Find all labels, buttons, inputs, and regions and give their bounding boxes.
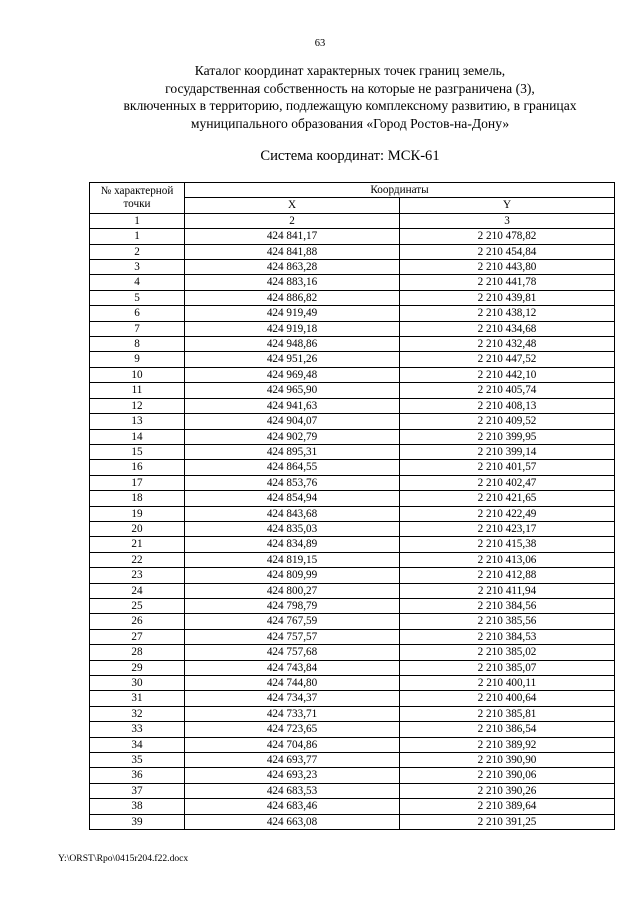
point-number-cell: 22 bbox=[90, 552, 185, 567]
y-coordinate-cell: 2 210 439,81 bbox=[400, 290, 615, 305]
table-row bbox=[90, 722, 615, 737]
point-number-cell: 35 bbox=[90, 753, 185, 768]
y-coordinate-cell: 2 210 390,06 bbox=[400, 768, 615, 783]
x-coordinate-cell: 424 965,90 bbox=[185, 383, 400, 398]
point-number-cell: 33 bbox=[90, 722, 185, 737]
point-number-cell: 37 bbox=[90, 783, 185, 798]
table-row bbox=[90, 814, 615, 829]
title-line: включенных в территорию, подлежащую комплексному развитию, в границах bbox=[123, 98, 577, 114]
table-row bbox=[90, 629, 615, 644]
title-line: Каталог координат характерных точек границ земель, bbox=[194, 63, 506, 78]
table-row bbox=[90, 337, 615, 352]
table-row bbox=[90, 706, 615, 721]
point-number-cell: 12 bbox=[90, 398, 185, 413]
index-cell: 1 bbox=[90, 213, 185, 228]
point-number-cell: 20 bbox=[90, 521, 185, 536]
table-row bbox=[90, 260, 615, 275]
x-coordinate-cell: 424 919,49 bbox=[185, 306, 400, 321]
coordinates-table bbox=[89, 182, 615, 830]
y-coordinate-cell: 2 210 421,65 bbox=[400, 491, 615, 506]
x-coordinate-cell: 424 743,84 bbox=[185, 660, 400, 675]
x-coordinate-cell: 424 663,08 bbox=[185, 814, 400, 829]
y-coordinate-cell: 2 210 400,11 bbox=[400, 676, 615, 691]
table-row bbox=[90, 444, 615, 459]
y-coordinate-cell: 2 210 385,07 bbox=[400, 660, 615, 675]
y-coordinate-cell: 2 210 411,94 bbox=[400, 583, 615, 598]
x-coordinate-cell: 424 835,03 bbox=[185, 521, 400, 536]
y-coordinate-cell: 2 210 399,14 bbox=[400, 444, 615, 459]
point-number-cell: 15 bbox=[90, 444, 185, 459]
index-cell: 3 bbox=[400, 213, 615, 228]
y-coordinate-cell: 2 210 447,52 bbox=[400, 352, 615, 367]
x-coordinate-cell: 424 886,82 bbox=[185, 290, 400, 305]
table-row bbox=[90, 645, 615, 660]
point-number-cell: 14 bbox=[90, 429, 185, 444]
y-coordinate-cell: 2 210 408,13 bbox=[400, 398, 615, 413]
point-number-cell: 39 bbox=[90, 814, 185, 829]
point-number-cell: 11 bbox=[90, 383, 185, 398]
document-title bbox=[60, 62, 640, 132]
x-coordinate-cell: 424 843,68 bbox=[185, 506, 400, 521]
y-coordinate-cell: 2 210 391,25 bbox=[400, 814, 615, 829]
y-coordinate-cell: 2 210 442,10 bbox=[400, 367, 615, 382]
point-number-cell: 29 bbox=[90, 660, 185, 675]
point-number-cell: 3 bbox=[90, 260, 185, 275]
table-row bbox=[90, 460, 615, 475]
footer-file-path: Y:\ORST\Rpo\0415r204.f22.docx bbox=[58, 853, 189, 864]
table-row bbox=[90, 491, 615, 506]
x-coordinate-cell: 424 798,79 bbox=[185, 598, 400, 613]
x-coordinate-cell: 424 834,89 bbox=[185, 537, 400, 552]
point-number-cell: 23 bbox=[90, 568, 185, 583]
point-number-cell: 38 bbox=[90, 799, 185, 814]
y-coordinate-cell: 2 210 434,68 bbox=[400, 321, 615, 336]
point-number-cell: 9 bbox=[90, 352, 185, 367]
point-number-cell: 16 bbox=[90, 460, 185, 475]
header-point-line2: точки bbox=[123, 197, 151, 210]
header-point-line1: № характерной bbox=[100, 184, 174, 197]
table-row bbox=[90, 475, 615, 490]
point-number-cell: 19 bbox=[90, 506, 185, 521]
point-number-cell: 18 bbox=[90, 491, 185, 506]
table-row bbox=[90, 583, 615, 598]
point-number-cell: 4 bbox=[90, 275, 185, 290]
x-coordinate-cell: 424 733,71 bbox=[185, 706, 400, 721]
point-number-cell: 28 bbox=[90, 645, 185, 660]
x-coordinate-cell: 424 757,57 bbox=[185, 629, 400, 644]
table-row bbox=[90, 614, 615, 629]
y-coordinate-cell: 2 210 405,74 bbox=[400, 383, 615, 398]
y-coordinate-cell: 2 210 399,95 bbox=[400, 429, 615, 444]
table-row bbox=[90, 799, 615, 814]
table-row bbox=[90, 367, 615, 382]
table-row bbox=[90, 660, 615, 675]
table-row bbox=[90, 306, 615, 321]
x-coordinate-cell: 424 854,94 bbox=[185, 491, 400, 506]
point-number-cell: 17 bbox=[90, 475, 185, 490]
table-row bbox=[90, 753, 615, 768]
y-coordinate-cell: 2 210 390,90 bbox=[400, 753, 615, 768]
title-line: государственная собственность на которые не разграничена (3), bbox=[165, 80, 535, 96]
table-row bbox=[90, 521, 615, 536]
y-coordinate-cell: 2 210 415,38 bbox=[400, 537, 615, 552]
index-cell: 2 bbox=[185, 213, 400, 228]
table-body bbox=[90, 229, 615, 830]
y-coordinate-cell: 2 210 478,82 bbox=[400, 229, 615, 244]
table-row bbox=[90, 598, 615, 613]
y-coordinate-cell: 2 210 401,57 bbox=[400, 460, 615, 475]
x-coordinate-cell: 424 864,55 bbox=[185, 460, 400, 475]
x-coordinate-cell: 424 809,99 bbox=[185, 568, 400, 583]
table-row bbox=[90, 506, 615, 521]
x-coordinate-cell: 424 853,76 bbox=[185, 475, 400, 490]
point-number-cell: 32 bbox=[90, 706, 185, 721]
table-row bbox=[90, 244, 615, 259]
y-coordinate-cell: 2 210 432,48 bbox=[400, 337, 615, 352]
table-row bbox=[90, 568, 615, 583]
point-number-cell: 34 bbox=[90, 737, 185, 752]
x-coordinate-cell: 424 757,68 bbox=[185, 645, 400, 660]
y-coordinate-cell: 2 210 389,92 bbox=[400, 737, 615, 752]
x-coordinate-cell: 424 951,26 bbox=[185, 352, 400, 367]
point-number-cell: 31 bbox=[90, 691, 185, 706]
x-coordinate-cell: 424 800,27 bbox=[185, 583, 400, 598]
point-number-cell: 27 bbox=[90, 629, 185, 644]
x-coordinate-cell: 424 895,31 bbox=[185, 444, 400, 459]
point-number-cell: 5 bbox=[90, 290, 185, 305]
header-y: Y bbox=[400, 198, 615, 213]
point-number-cell: 25 bbox=[90, 598, 185, 613]
y-coordinate-cell: 2 210 443,80 bbox=[400, 260, 615, 275]
x-coordinate-cell: 424 941,63 bbox=[185, 398, 400, 413]
x-coordinate-cell: 424 744,80 bbox=[185, 676, 400, 691]
y-coordinate-cell: 2 210 385,02 bbox=[400, 645, 615, 660]
y-coordinate-cell: 2 210 384,56 bbox=[400, 598, 615, 613]
point-number-cell: 30 bbox=[90, 676, 185, 691]
y-coordinate-cell: 2 210 390,26 bbox=[400, 783, 615, 798]
point-number-cell: 2 bbox=[90, 244, 185, 259]
point-number-cell: 26 bbox=[90, 614, 185, 629]
y-coordinate-cell: 2 210 385,56 bbox=[400, 614, 615, 629]
title-line: муниципального образования «Город Ростов-на-Дону» bbox=[190, 115, 510, 131]
x-coordinate-cell: 424 919,18 bbox=[185, 321, 400, 336]
table-row bbox=[90, 429, 615, 444]
x-coordinate-cell: 424 904,07 bbox=[185, 414, 400, 429]
table-row bbox=[90, 552, 615, 567]
x-coordinate-cell: 424 948,86 bbox=[185, 337, 400, 352]
point-number-cell: 13 bbox=[90, 414, 185, 429]
y-coordinate-cell: 2 210 385,81 bbox=[400, 706, 615, 721]
x-coordinate-cell: 424 902,79 bbox=[185, 429, 400, 444]
y-coordinate-cell: 2 210 441,78 bbox=[400, 275, 615, 290]
table-row bbox=[90, 691, 615, 706]
header-x: X bbox=[185, 198, 400, 213]
point-number-cell: 7 bbox=[90, 321, 185, 336]
point-number-cell: 6 bbox=[90, 306, 185, 321]
x-coordinate-cell: 424 819,15 bbox=[185, 552, 400, 567]
point-number-cell: 36 bbox=[90, 768, 185, 783]
point-number-cell: 1 bbox=[90, 229, 185, 244]
y-coordinate-cell: 2 210 384,53 bbox=[400, 629, 615, 644]
y-coordinate-cell: 2 210 413,06 bbox=[400, 552, 615, 567]
header-coordinates: Координаты bbox=[185, 183, 615, 198]
x-coordinate-cell: 424 723,65 bbox=[185, 722, 400, 737]
x-coordinate-cell: 424 683,46 bbox=[185, 799, 400, 814]
coordinate-system-label: Система координат: МСК-61 bbox=[260, 148, 440, 164]
table-row bbox=[90, 737, 615, 752]
y-coordinate-cell: 2 210 438,12 bbox=[400, 306, 615, 321]
table-row bbox=[90, 783, 615, 798]
table-row bbox=[90, 414, 615, 429]
table-row bbox=[90, 676, 615, 691]
point-number-cell: 24 bbox=[90, 583, 185, 598]
y-coordinate-cell: 2 210 422,49 bbox=[400, 506, 615, 521]
y-coordinate-cell: 2 210 412,88 bbox=[400, 568, 615, 583]
table-row bbox=[90, 352, 615, 367]
table-row bbox=[90, 290, 615, 305]
y-coordinate-cell: 2 210 389,64 bbox=[400, 799, 615, 814]
y-coordinate-cell: 2 210 454,84 bbox=[400, 244, 615, 259]
y-coordinate-cell: 2 210 402,47 bbox=[400, 475, 615, 490]
x-coordinate-cell: 424 683,53 bbox=[185, 783, 400, 798]
table-row bbox=[90, 398, 615, 413]
x-coordinate-cell: 424 883,16 bbox=[185, 275, 400, 290]
point-number-cell: 8 bbox=[90, 337, 185, 352]
x-coordinate-cell: 424 863,28 bbox=[185, 260, 400, 275]
table-row bbox=[90, 768, 615, 783]
x-coordinate-cell: 424 841,88 bbox=[185, 244, 400, 259]
table-row bbox=[90, 321, 615, 336]
y-coordinate-cell: 2 210 409,52 bbox=[400, 414, 615, 429]
y-coordinate-cell: 2 210 400,64 bbox=[400, 691, 615, 706]
x-coordinate-cell: 424 734,37 bbox=[185, 691, 400, 706]
point-number-cell: 21 bbox=[90, 537, 185, 552]
x-coordinate-cell: 424 693,23 bbox=[185, 768, 400, 783]
y-coordinate-cell: 2 210 386,54 bbox=[400, 722, 615, 737]
x-coordinate-cell: 424 969,48 bbox=[185, 367, 400, 382]
y-coordinate-cell: 2 210 423,17 bbox=[400, 521, 615, 536]
table-row bbox=[90, 229, 615, 244]
point-number-cell: 10 bbox=[90, 367, 185, 382]
header-point-number bbox=[90, 183, 185, 214]
x-coordinate-cell: 424 704,86 bbox=[185, 737, 400, 752]
x-coordinate-cell: 424 841,17 bbox=[185, 229, 400, 244]
x-coordinate-cell: 424 767,59 bbox=[185, 614, 400, 629]
table-row bbox=[90, 383, 615, 398]
x-coordinate-cell: 424 693,77 bbox=[185, 753, 400, 768]
table-row bbox=[90, 537, 615, 552]
page-number: 63 bbox=[314, 38, 326, 49]
table-row bbox=[90, 275, 615, 290]
